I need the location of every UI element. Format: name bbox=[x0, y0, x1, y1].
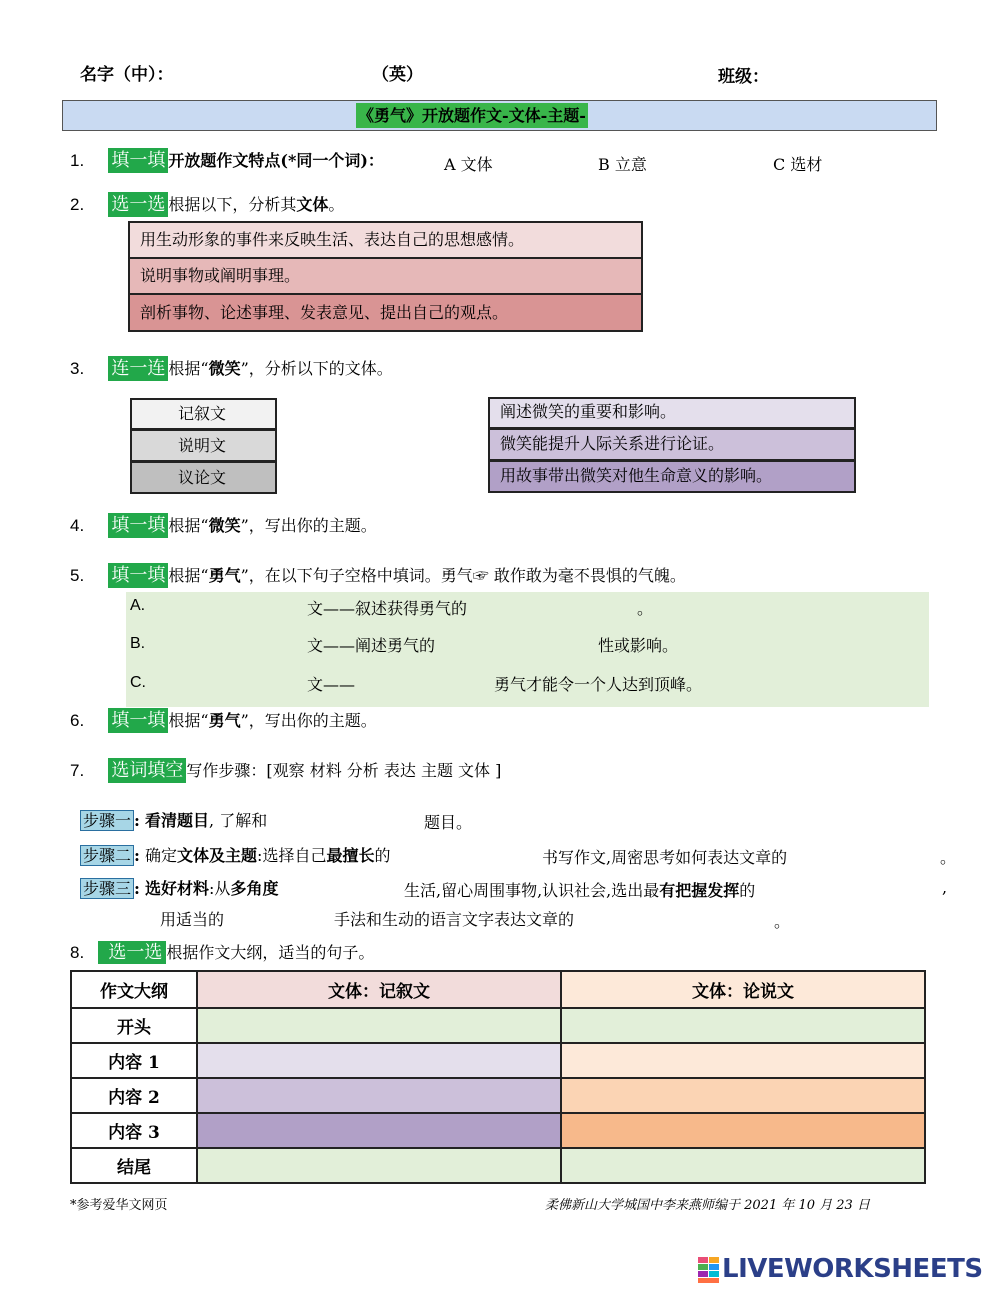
q6-number: 6. bbox=[70, 711, 85, 730]
q2-text-b: 。 bbox=[328, 195, 345, 214]
q5-line-b-end: 性或影响。 bbox=[598, 636, 679, 655]
q5-line-a-end: 。 bbox=[637, 599, 654, 618]
cell-argument-ending[interactable] bbox=[561, 1148, 925, 1183]
step1-text-b: 题目。 bbox=[424, 813, 473, 832]
q4-tag: 填一填 bbox=[108, 513, 168, 538]
page-title: 《勇气》开放题作文-文体-主题- bbox=[356, 103, 588, 128]
step3-text-b-inner: 生活,留心周围事物,认识社会,选出最 bbox=[404, 881, 660, 900]
q8-row bbox=[70, 940, 374, 966]
table-row bbox=[71, 1008, 925, 1043]
class-label: 班级： bbox=[718, 67, 769, 87]
q3-text-a: 根据“ bbox=[168, 359, 209, 378]
q5-text-b: ”，在以下句子空格中填词。勇气☞ 敢作敢为毫不畏惧的气魄。 bbox=[240, 566, 686, 585]
step3-line2-a: 用适当的 bbox=[160, 910, 225, 929]
q3-tag: 连一连 bbox=[108, 356, 168, 381]
step3-line2-c: 。 bbox=[774, 912, 791, 931]
step3-text-c: 的 bbox=[739, 881, 756, 900]
title-bar bbox=[62, 100, 937, 131]
q6-text-a: 根据“ bbox=[168, 711, 209, 730]
q6-text-b: ”，写出你的主题。 bbox=[240, 711, 377, 730]
q5-line-c-end: 勇气才能令一个人达到顶峰。 bbox=[494, 675, 703, 694]
step3-bold: 选好材料 bbox=[145, 879, 210, 898]
step3-line2-b: 手法和生动的语言文字表达文章的 bbox=[334, 910, 575, 929]
step2-colon: : bbox=[134, 846, 140, 865]
q1-option-a[interactable]: A 文体 bbox=[444, 155, 493, 174]
q1-row bbox=[70, 148, 384, 174]
q5-text-a: 根据“ bbox=[168, 566, 209, 585]
cell-argument-opening[interactable] bbox=[561, 1008, 925, 1043]
q7-tag: 选词填空 bbox=[108, 758, 186, 783]
table-row bbox=[71, 1113, 925, 1148]
cell-narrative-content-2[interactable] bbox=[197, 1078, 561, 1113]
q1-text: 开放题作文特点(*同一个词)： bbox=[168, 151, 384, 170]
step2-label: 步骤二 bbox=[80, 845, 134, 866]
step1-colon: : bbox=[134, 811, 140, 830]
name-en-label: （英） bbox=[372, 65, 423, 85]
q5-line-c-mid: 文—— bbox=[307, 675, 356, 694]
step3-bold3: 有把握发挥 bbox=[659, 881, 740, 900]
outline-table bbox=[70, 970, 926, 1184]
table-row bbox=[71, 1043, 925, 1078]
step1-text-a: , 了解和 bbox=[209, 811, 268, 830]
step3-colon: : bbox=[134, 879, 140, 898]
q2-tag: 选一选 bbox=[108, 192, 168, 217]
outline-header-0: 作文大纲 bbox=[71, 971, 197, 1008]
q2-option-expository[interactable]: 说明事物或阐明事理。 bbox=[128, 257, 643, 295]
q4-text-b: ”，写出你的主题。 bbox=[240, 516, 377, 535]
cell-argument-content-3[interactable] bbox=[561, 1113, 925, 1148]
q7-number: 7. bbox=[70, 761, 85, 780]
cell-narrative-ending[interactable] bbox=[197, 1148, 561, 1183]
q1-option-c[interactable]: C 选材 bbox=[773, 155, 823, 174]
cell-argument-content-2[interactable] bbox=[561, 1078, 925, 1113]
q3-left-argumentative[interactable]: 议论文 bbox=[130, 461, 277, 494]
q3-text-bold: 微笑 bbox=[208, 359, 241, 378]
q7-text: 写作步骤：[观察 材料 分析 表达 主题 文体 ] bbox=[186, 761, 502, 780]
cell-narrative-content-3[interactable] bbox=[197, 1113, 561, 1148]
q3-right-3[interactable]: 用故事带出微笑对他生命意义的影响。 bbox=[488, 460, 856, 493]
q5-line-b-label: B. bbox=[130, 635, 146, 652]
q6-tag: 填一填 bbox=[108, 708, 168, 733]
outline-header-2: 文体：论说文 bbox=[561, 971, 925, 1008]
cell-argument-content-1[interactable] bbox=[561, 1043, 925, 1078]
row-label-content-3: 内容 3 bbox=[71, 1113, 197, 1148]
q2-number: 2. bbox=[70, 195, 85, 214]
step3-text-d: , bbox=[942, 878, 948, 897]
step2-bold: 文体及主题 bbox=[177, 846, 258, 865]
footer-reference: *参考爱华文网页 bbox=[70, 1198, 168, 1213]
q3-right-2[interactable]: 微笑能提升人际关系进行论证。 bbox=[488, 428, 856, 461]
q3-left-expository[interactable]: 说明文 bbox=[130, 429, 277, 462]
q5-line-a-mid: 文——叙述获得勇气的 bbox=[307, 599, 468, 618]
q5-line-a-label: A. bbox=[130, 597, 146, 614]
q1-tag: 填一填 bbox=[108, 148, 168, 173]
cell-narrative-content-1[interactable] bbox=[197, 1043, 561, 1078]
q7-step1 bbox=[80, 808, 267, 832]
brand-text: LIVEWORKSHEETS bbox=[722, 1254, 983, 1284]
q4-text-a: 根据“ bbox=[168, 516, 209, 535]
step2-text-a: 确定 bbox=[145, 846, 178, 865]
q5-line-b-mid: 文——阐述勇气的 bbox=[307, 636, 436, 655]
q2-option-argumentative[interactable]: 剖析事物、论述事理、发表意见、提出自己的观点。 bbox=[128, 293, 643, 332]
q7-row bbox=[70, 758, 501, 784]
q5-tag: 填一填 bbox=[108, 563, 168, 588]
q8-text: 根据作文大纲，适当的句子。 bbox=[166, 943, 375, 962]
row-label-ending: 结尾 bbox=[71, 1148, 197, 1183]
cell-narrative-opening[interactable] bbox=[197, 1008, 561, 1043]
step3-bold2: 多角度 bbox=[230, 879, 279, 898]
name-cn-label: 名字（中）： bbox=[80, 65, 174, 85]
q7-step3 bbox=[80, 876, 278, 900]
q8-number: 8. bbox=[70, 943, 85, 962]
q3-number: 3. bbox=[70, 359, 85, 378]
step3-text-b bbox=[404, 878, 755, 901]
step3-text-a: :从 bbox=[209, 879, 231, 898]
q3-text-b: ”，分析以下的文体。 bbox=[240, 359, 393, 378]
q3-right-1[interactable]: 阐述微笑的重要和影响。 bbox=[488, 397, 856, 429]
row-label-content-1: 内容 1 bbox=[71, 1043, 197, 1078]
q5-text-bold: 勇气 bbox=[208, 566, 241, 585]
brand-logo bbox=[698, 1254, 994, 1287]
q4-number: 4. bbox=[70, 516, 85, 535]
row-label-opening: 开头 bbox=[71, 1008, 197, 1043]
step2-text-e: 。 bbox=[940, 848, 957, 867]
q8-tag: 选一选 bbox=[98, 941, 166, 964]
step1-label: 步骤一 bbox=[80, 810, 134, 831]
q6-row bbox=[70, 708, 377, 734]
step1-bold: 看清题目 bbox=[145, 811, 210, 830]
q6-text-bold: 勇气 bbox=[208, 711, 241, 730]
q1-number: 1. bbox=[70, 151, 85, 170]
q2-text-a: 根据以下，分析其 bbox=[168, 195, 297, 214]
table-row bbox=[71, 1148, 925, 1183]
outline-header-row bbox=[71, 971, 925, 1008]
q2-text-bold: 文体 bbox=[296, 195, 329, 214]
step2-text-d: 书写作文,周密思考如何表达文章的 bbox=[542, 848, 788, 867]
q3-left-narrative[interactable]: 记叙文 bbox=[130, 398, 277, 430]
step3-label: 步骤三 bbox=[80, 878, 134, 899]
step2-text-c: 的 bbox=[374, 846, 391, 865]
row-label-content-2: 内容 2 bbox=[71, 1078, 197, 1113]
q5-number: 5. bbox=[70, 566, 85, 585]
step2-bold2: 最擅长 bbox=[326, 846, 375, 865]
step2-text-b: :选择自己 bbox=[257, 846, 327, 865]
q3-row bbox=[70, 356, 393, 382]
q5-row bbox=[70, 563, 686, 589]
q2-option-narrative[interactable]: 用生动形象的事件来反映生活、表达自己的思想感情。 bbox=[128, 221, 643, 259]
footer-author: 柔佛新山大学城国中李来燕师编于 2021 年 10 月 23 日 bbox=[545, 1198, 870, 1213]
q4-row bbox=[70, 513, 377, 539]
q5-line-c-label: C. bbox=[130, 674, 146, 691]
q4-text-bold: 微笑 bbox=[208, 516, 241, 535]
q1-option-b[interactable]: B 立意 bbox=[598, 155, 647, 174]
brand-live-icon bbox=[698, 1257, 720, 1283]
q2-row bbox=[70, 192, 344, 218]
q7-step2 bbox=[80, 843, 390, 867]
table-row bbox=[71, 1078, 925, 1113]
outline-header-1: 文体：记叙文 bbox=[197, 971, 561, 1008]
